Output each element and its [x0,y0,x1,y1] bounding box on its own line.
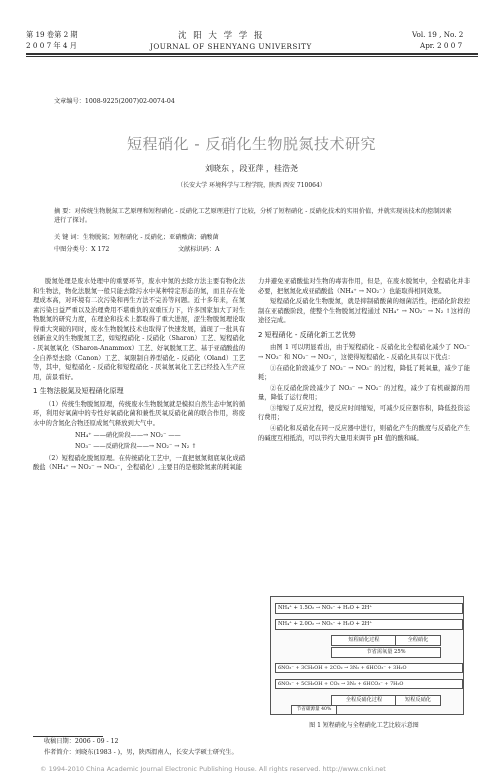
flow-line-top: NH₄⁺ ——硝化阶段——→ NO₂⁻ —— [75,431,181,439]
keywords [54,234,454,243]
author-bio: 作者简介：刘晓东(1983 - )，男，陕西渭南人，长安大学硕士研究生。 [44,749,238,756]
clc-number: 中图分类号：X 172 [54,246,110,253]
advantage-1: ①在硝化阶段减少了 NO₂⁻ → NO₃⁻ 的过程，降低了耗氧量，减少了能耗； [258,364,470,382]
abstract [54,208,454,226]
continued-paragraph: 力并避免亚硝酸盐对生物的毒害作用，但是，在废水脱氮中，全程硝化并非必要，把氨氮化成亚硝酸盐（NH₄⁺ → NO₂⁻）也能取得相同效果。 [258,278,470,295]
journal-name-en: JOURNAL OF SHENYANG UNIVERSITY [150,42,312,51]
label-full-denitrification: 全程反硝化过程 [331,695,397,706]
equation-denitrify-nitrate: 6NO₃⁻ + 3CH₃OH + 2CO₂ → 3N₂ + 6HCO₃⁻ + 3H₂O [275,663,463,673]
label-full-nitrification: 全程硝化 [395,635,441,646]
affiliation: （长安大学 环境科学与工程学院，陕西 西安 710064） [177,182,326,189]
section-1-title: 1 生物法脱氮及短程硝化原理 [33,387,124,396]
abstract-text: 对传统生物脱氮工艺原理和短程硝化 - 反硝化工艺原理进行了比较，分析了短程硝化 - 反硝化技术的实用价值，并就实现该技术的控制因素进行了探讨。 [54,208,452,224]
header-rule [26,53,478,55]
footnote-rule [33,736,103,737]
advantage-3: ③缩短了反应过程，使反应时间缩短，可减少反应器容积，降低投资运行费用； [258,404,470,422]
equation-nitrate: NH₄⁺ + 2.0O₂ → NO₃⁻ + H₂O + 2H⁺ [275,619,463,630]
section-1-paragraph-1: （1）传统生物脱氮原理，传统废水生物脱氮就是模拟自然生态中氮的循环，利用好氧菌中的专性好氧硝化菌和兼性厌氧反硝化菌的联合作用，将废水中的含氮化合物还原成氮气释放到大气中。 [33,400,245,427]
volume-en: Vol. 19 , No. 2 [412,30,464,39]
shortcut-paragraph: 短程硝化反硝化生物脱氮，就是抑制硝酸菌的细菌活性，把硝化阶段控制在亚硝酸阶段，使整个生物脱氮过程通过 NH₄⁺ → NO₂⁻ → N₂ ↑这样的途径完成。 [258,298,470,325]
figure-1 [270,596,464,715]
equation-denitrify-nitrite: 6NO₂⁻ + 5CH₃OH + CO₂ → 3N₂ + 6HCO₃⁻ + 7H₂O [275,679,463,689]
label-oxygen-saving: 节省需氧量 25% [331,647,441,658]
label-short-denitrification: 短程反硝化 [395,695,441,706]
left-column [33,277,245,474]
paper-title: 短程硝化 - 反硝化生物脱氮技术研究 [127,135,376,153]
intro-paragraph: 脱氮处理是废水处理中的重要环节，废水中氮的去除方法主要有物化法和生物法，物化法脱氮一般只能去除污水中某种特定形态的氮，而且存在处理成本高，对环境有二次污染和再生方法不完善等问题。近十多年来，在氮素污染日益严重以及治理费用不堪重负的双重压力下，许多国家加大了对生物脱氮的研究力度，在理论和技术上都取得了重大进展，涩生物脱氮理论取得重大突破的同时，废水生物脱氮技术也取得了快速发展，涌现了一批具有创新意义的生物脱氮工艺，如短程硝化 - 反硝化（Sharon）工艺、短程硝化 - 厌氧氨氧化（Sharon-Anammox）工艺、好氧脱氮工艺、基于亚硝酸盐的全自养型去除（Canon）工艺、氧限制自养型硝化 - 反硝化（Oland）工艺等，其中，短程硝化 - 反硝化和短程硝化 - 厌氧氨氧化工艺已经投入生产应用，前景看好。 [33,278,246,381]
copyright-footer: © 1994-2010 China Academic Journal Electronic Publishing House. All rights reserved. http://www.cnki.net [40,765,386,773]
nitrification-flow [33,432,245,451]
equation-nitrite: NH₄⁺ + 1.5O₂ → NO₂⁻ + H₂O + 2H⁺ [275,603,463,614]
advantage-2: ②在反硝化阶段减少了 NO₃⁻ → NO₂⁻ 的过程，减少了有机碳源的用量，降低了运行费用； [258,384,470,402]
keywords-text: 生物脱氮；短程硝化 - 反硝化；亚硝酸菌；硝酸菌 [82,234,219,241]
figure-1-caption: 图 1 短程硝化与全程硝化工艺比较示意图 [309,722,419,729]
volume-cn: 第 19 卷第 2 期 [26,30,78,39]
section-2-title: 2 短程硝化 - 反硝化新工艺优势 [258,330,356,339]
label-carbon-saving: 节省碳源量 40% [291,705,337,715]
journal-name-cn: 沈 阳 大 学 学 报 [178,31,265,41]
header-rule-thin [26,56,478,57]
authors: 刘晓东 ，段亚萍 ，桂浩尧 [204,164,299,173]
date-cn: 2 0 0 7 年 4 月 [26,41,77,50]
label-short-nitrification: 短程硝化过程 [331,635,397,646]
flow-line-bottom: NO₃⁻ ——反硝化阶段——→ NO₂⁻ → N₂ ↑ [75,442,197,450]
date-en: Apr. 2 0 0 7 [420,41,463,50]
keywords-label: 关 键 词： [54,234,83,241]
received-date: 收稿日期：2006 - 09 - 12 [44,738,119,745]
section-1-paragraph-2: （2）短程硝化脱氮原理。在传统硝化工艺中，一直把氨氮彻底氧化成硝酸盐（NH₄⁺ → NO₂⁻ → NO₃⁻，全程硝化）,主要目的是根除氮素的耗氧能 [33,454,245,472]
right-column [258,277,470,444]
document-code: 文献标识码：A [178,246,220,253]
section-2-paragraph-1: 由图 1 可以明显看出，由于短程硝化 - 反硝化比全程硝化减少了 NO₂⁻ → NO₃⁻ 和 NO₃⁻ → NO₂⁻，这使得短程硝化 - 反硝化具有以下优点： [258,344,470,361]
article-id: 文章编号：1008-9225(2007)02-0074-04 [54,98,175,105]
advantage-4: ④硝化和反硝化在同一反应器中进行，则硝化产生的酸度与反硝化产生的碱度互相抵消，可以节约大量用来调节 pH 值的酸和碱。 [258,424,470,442]
abstract-label: 摘 要： [54,208,75,215]
